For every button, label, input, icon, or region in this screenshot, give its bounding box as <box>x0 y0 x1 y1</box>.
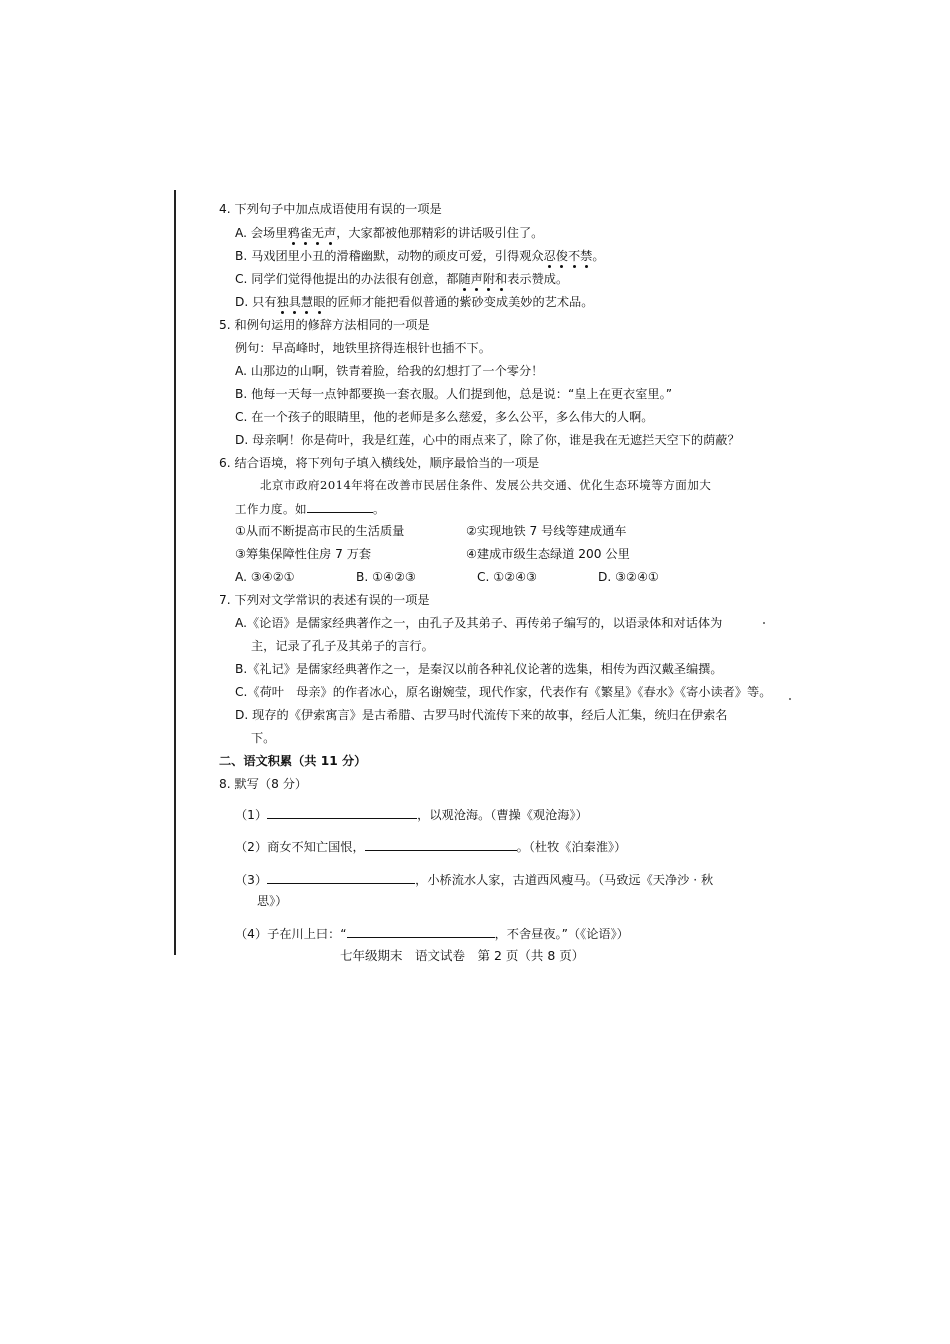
q4-option-a: A. 会场里鸦雀无声，大家都被他那精彩的讲话吸引住了。 <box>235 226 544 240</box>
scan-speck <box>763 622 765 624</box>
q5-stem: 5. 和例句运用的修辞方法相同的一项是 <box>219 318 430 332</box>
q4-option-d: D. 只有独具慧眼的匠师才能把看似普通的紫砂变成美妙的艺术品。 <box>235 295 594 309</box>
q8-item-3-cont: 思》） <box>257 894 288 908</box>
q6-sentence-3: ③筹集保障性住房 7 万套 <box>235 547 372 561</box>
q8-item-3: （3） ，小桥流水人家，古道西风瘦马。（马致远《天净沙 · 秋 <box>235 873 714 887</box>
q5-option-d: D. 母亲啊！你是荷叶，我是红莲，心中的雨点来了，除了你，谁是我在无遮拦天空下的荫蔽？ <box>235 433 740 447</box>
q6-option-d: D. ③②④① <box>598 570 659 584</box>
binding-margin-line <box>174 190 176 955</box>
q4-stem: 4. 下列句子中加点成语使用有误的一项是 <box>219 202 442 216</box>
q6-fill-blank <box>307 500 373 513</box>
q8-item-1: （1） ，以观沧海。（曹操《观沧海》） <box>235 808 588 822</box>
q8-blank-4[interactable] <box>347 925 495 938</box>
q7-option-d-line1: D. 现存的《伊索寓言》是古希腊、古罗马时代流传下来的故事，经后人汇集，统归在伊索名 <box>235 708 728 722</box>
q6-sentence-4: ④建成市级生态绿道 200 公里 <box>466 547 630 561</box>
q7-option-c: C.《荷叶 母亲》的作者冰心，原名谢婉莹，现代作家，代表作有《繁星》《春水》《寄小读者》等。 <box>235 685 772 699</box>
q6-stem: 6. 结合语境，将下列句子填入横线处，顺序最恰当的一项是 <box>219 456 540 470</box>
q5-option-c: C. 在一个孩子的眼睛里，他的老师是多么慈爱，多么公平，多么伟大的人啊。 <box>235 410 654 424</box>
q5-option-a: A. 山那边的山啊，铁青着脸，给我的幻想打了一个零分！ <box>235 364 544 378</box>
q6-sentence-2: ②实现地铁 7 号线等建成通车 <box>466 524 627 538</box>
q8-blank-2[interactable] <box>365 838 517 851</box>
q7-stem: 7. 下列对文学常识的表述有误的一项是 <box>219 593 430 607</box>
section-2-title: 二、语文积累（共 11 分） <box>219 754 367 768</box>
q4-option-b: B. 马戏团里小丑的滑稽幽默，动物的顽皮可爱，引得观众忍俊不禁。 <box>235 249 605 263</box>
q6-option-a: A. ③④②① <box>235 570 295 584</box>
q5-option-b: B. 他每一天每一点钟都要换一套衣服。人们提到他，总是说：“皇上在更衣室里。” <box>235 387 673 401</box>
q7-option-d-line2: 下。 <box>251 731 276 745</box>
page-footer: 七年级期末 语文试卷 第 2 页（共 8 页） <box>340 948 585 963</box>
q8-item-4: （4）子在川上曰：“ ，不舍昼夜。”（《论语》） <box>235 927 629 941</box>
q7-option-a-line1: A.《论语》是儒家经典著作之一，由孔子及其弟子、再传弟子编写的，以语录体和对话体为 <box>235 616 723 630</box>
scan-speck <box>789 698 791 700</box>
q6-passage-line1: 北京市政府2014年将在改善市民居住条件、发展公共交通、优化生态环境等方面加大 <box>260 478 712 492</box>
q6-passage-line2: 工作力度。如 。 <box>235 502 385 516</box>
q7-option-b: B.《礼记》是儒家经典著作之一，是秦汉以前各种礼仪论著的选集，相传为西汉戴圣编撰。 <box>235 662 723 676</box>
q8-blank-3[interactable] <box>267 871 415 884</box>
q5-example: 例句：早高峰时，地铁里挤得连根针也插不下。 <box>235 341 491 355</box>
q4-option-c: C. 同学们觉得他提出的办法很有创意，都随声附和表示赞成。 <box>235 272 569 286</box>
q8-blank-1[interactable] <box>267 806 417 819</box>
q6-option-b: B. ①④②③ <box>356 570 416 584</box>
q8-stem: 8. 默写（8 分） <box>219 777 308 791</box>
q8-item-2: （2）商女不知亡国恨， 。（杜牧《泊秦淮》） <box>235 840 627 854</box>
q6-option-c: C. ①②④③ <box>477 570 537 584</box>
q6-sentence-1: ①从而不断提高市民的生活质量 <box>235 524 405 538</box>
q7-option-a-line2: 主，记录了孔子及其弟子的言行。 <box>251 639 434 653</box>
